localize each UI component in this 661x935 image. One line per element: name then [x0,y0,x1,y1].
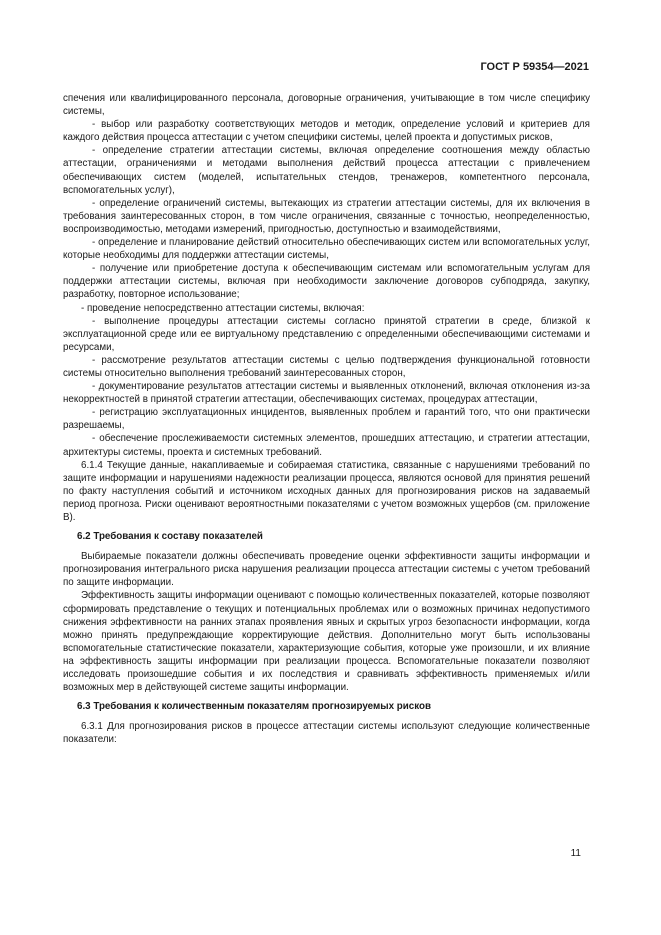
section-heading: 6.3 Требования к количественным показателям прогнозируемых рисков [77,701,432,713]
page-body [63,92,590,747]
list-item: - выбор или разработку соответствующих методов и методик, определение условий и критериев для каждого действия процесса аттестации с учетом специфики системы, целей проекта и допустимых рисков, [63,119,590,144]
list-item: - получение или приобретение доступа к обеспечивающим системам или вспомогательным услугам для поддержки аттестации системы, включая при необходимости заключение договоров субподряда, закупку, разработку, повторное использование; [63,263,590,301]
paragraph: Выбираемые показатели должны обеспечивать проведение оценки эффективности защиты информации и прогнозирования интегрального риска нарушения реализации процесса аттестации системы с учетом требований по защите информации. [63,551,590,589]
list-item: - документирование результатов аттестации системы и выявленных отклонений, включая отклонения из-за некорректностей в принятой стратегии аттестации, обеспечивающих системах, процедурах аттестации, [63,381,590,406]
section-heading: 6.2 Требования к составу показателей [77,531,263,543]
list-item: - определение ограничений системы, вытекающих из стратегии аттестации системы, для их включения в требования заинтересованных сторон, в том числе ограничения, связанные с точностью, неопределенностью, воспроизводимостью, методами измерений, пригодностью, доступностью и взаимодействиями, [63,197,590,235]
list-item: - обеспечение прослеживаемости системных элементов, прошедших аттестацию, и стратегии аттестации, архитектуры системы, проекта и системных требований. [63,433,590,458]
list-item: - определение стратегии аттестации системы, включая определение соотношения между областью аттестации, ограничениями и методами выполнения действий процесса аттестации с привлечением обеспечивающих систем (моделей, испытательных стендов, тренажеров, компетентного персонала, вспомогательных услуг), [63,145,590,196]
page-number: 11 [570,848,581,859]
list-item: - выполнение процедуры аттестации системы согласно принятой стратегии в среде, близкой к эксплуатационной среде или ее виртуальному представлению с определенными обеспечивающими системами и ресурсами, [63,315,590,353]
paragraph: Эффективность защиты информации оценивают с помощью количественных показателей, которые позволяют сформировать представление о текущих и потенциальных проблемах или о возможных причинах недопустимого снижения эффективности на ранних этапах проявления явных и скрытых угроз безопасности информации, когда можно принять предупреждающие корректирующие действия. Дополнительно могут быть использованы вспомогательные статистические показатели, характеризующие события, которые уже произошли, и их влияние на эффективность защиты информации при реализации процесса. Вспомогательные показатели позволяют исследовать произошедшие события и их последствия и сравнивать эффективность применяемых и/или возможных мер в действующей системе защиты информации. [63,590,590,694]
list-item: - определение и планирование действий относительно обеспечивающих систем или вспомогательных услуг, которые необходимы для поддержки аттестации системы, [63,237,590,262]
list-item: - рассмотрение результатов аттестации системы с целью подтверждения функциональной готовности системы относительно выполнения требований заинтересованных сторон, [63,354,590,379]
list-item: - регистрацию эксплуатационных инцидентов, выявленных проблем и гарантий того, что они практически разрешаемы, [63,407,590,432]
list-item: - проведение непосредственно аттестации системы, включая: [81,302,365,314]
document-header: ГОСТ Р 59354—2021 [480,61,589,73]
paragraph: спечения или квалифицированного персонала, договорные ограничения, учитывающие в том числе специфику системы, [63,93,590,118]
paragraph: 6.3.1 Для прогнозирования рисков в процессе аттестации системы используют следующие количественные показатели: [63,721,590,746]
paragraph: 6.1.4 Текущие данные, накапливаемые и собираемая статистика, связанные с нарушениями требований по защите информации и нарушениями надежности реализации процесса, являются основой для принятия решений по факту наступления событий и источником исходных данных для прогнозирования рисков на задаваемый период прогноза. Риски оценивают вероятностными показателями с учетом возможных ущербов (см. приложение В). [63,459,590,523]
